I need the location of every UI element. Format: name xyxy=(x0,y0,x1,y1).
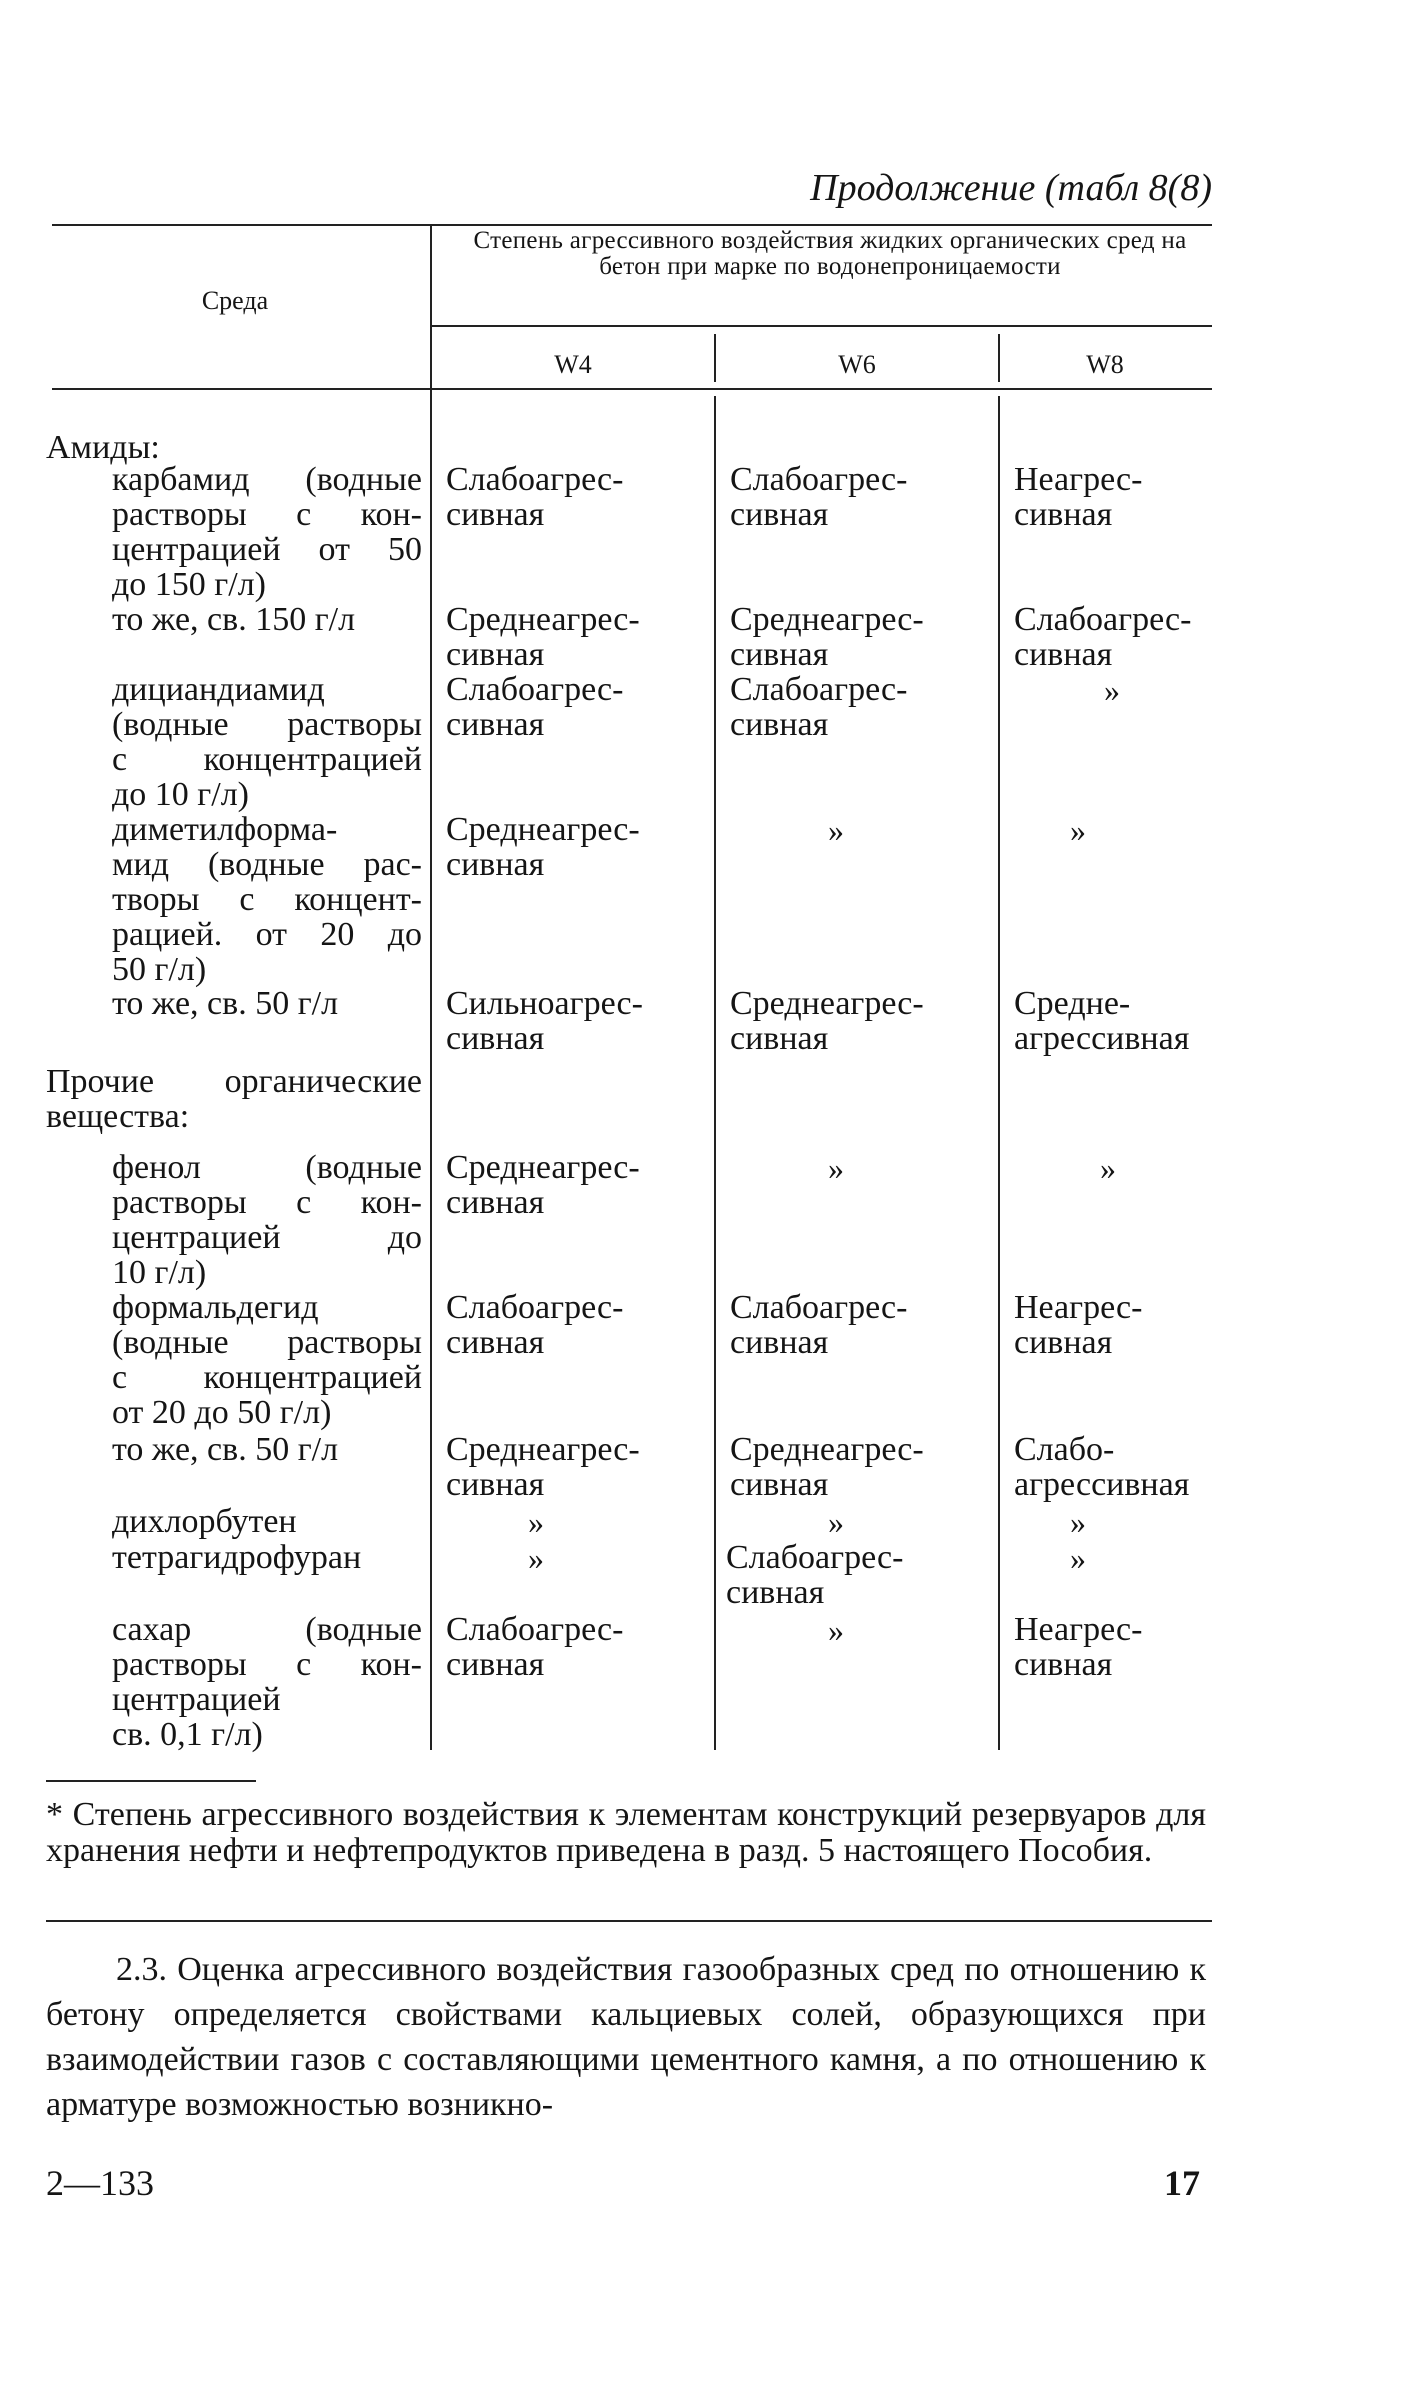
header-medium: Среда xyxy=(201,286,269,315)
row-medium-name: то же, св. 50 г/л xyxy=(112,1431,339,1468)
column-divider-1 xyxy=(430,224,432,1750)
page-number: 17 xyxy=(1164,2163,1200,2203)
section-rule xyxy=(46,1920,1212,1922)
cell-w6: Среднеагрес- сивная xyxy=(730,1431,924,1503)
row-medium-name: фенол (водные растворы с кон- центрацией до 10 г/л) xyxy=(112,1149,422,1291)
row-medium-name: тетрагидрофуран xyxy=(112,1539,362,1576)
cell-w4: Сильноагрес- сивная xyxy=(446,985,643,1057)
cell-w4: Слабоагрес- сивная xyxy=(446,671,624,743)
signature-mark: 2—133 xyxy=(46,2163,154,2203)
cell-w8-ditto: » xyxy=(1070,812,1086,848)
cell-w4: Слабоагрес- сивная xyxy=(446,1611,624,1683)
column-divider-3 xyxy=(998,396,1000,1750)
header-subrule xyxy=(430,325,1212,327)
table-continuation-caption: Продолжение (табл 8(8) xyxy=(810,167,1212,209)
column-divider-2 xyxy=(714,396,716,1750)
cell-w8-ditto: » xyxy=(1104,672,1120,708)
cell-w6: Среднеагрес- сивная xyxy=(730,985,924,1057)
cell-w4: Среднеагрес- сивная xyxy=(446,811,640,883)
header-w8: W8 xyxy=(1086,350,1124,379)
cell-w4: Среднеагрес- сивная xyxy=(446,1149,640,1221)
table-top-rule xyxy=(52,224,1212,226)
cell-w8: Средне- агрессивная xyxy=(1014,985,1190,1057)
cell-w4-ditto: » xyxy=(528,1540,544,1576)
cell-w4: Слабоагрес- сивная xyxy=(446,1289,624,1361)
row-medium-name: сахар (водные растворы с кон- центрацией св. 0,1 г/л) xyxy=(112,1611,422,1753)
cell-w4: Среднеагрес- сивная xyxy=(446,601,640,673)
cell-w6: Среднеагрес- сивная xyxy=(730,601,924,673)
cell-w4: Слабоагрес- сивная xyxy=(446,461,624,533)
row-medium-name: карбамид (водные растворы с кон- центрацией от 50 до 150 г/л) xyxy=(112,461,422,603)
cell-w8: Неагрес- сивная xyxy=(1014,1611,1143,1683)
cell-w4: Среднеагрес- сивная xyxy=(446,1431,640,1503)
cell-w6-ditto: » xyxy=(828,1150,844,1186)
cell-w8-ditto: » xyxy=(1070,1504,1086,1540)
header-w6: W6 xyxy=(838,350,876,379)
cell-w6-ditto: » xyxy=(828,1504,844,1540)
cell-w6: Слабоагрес- сивная xyxy=(730,671,908,743)
group-label-others: Прочие органические вещества: xyxy=(46,1063,422,1135)
cell-w6: Слабоагрес- сивная xyxy=(730,1289,908,1361)
cell-w6: Слабоагрес- сивная xyxy=(726,1539,904,1611)
cell-w8: Слабоагрес- сивная xyxy=(1014,601,1192,673)
header-degree: Степень агрессивного воздействия жидких органических сред на бетон при марке по водонепроницаемости xyxy=(473,227,1187,280)
cell-w8-ditto: » xyxy=(1070,1540,1086,1576)
row-medium-name: то же, св. 50 г/л xyxy=(112,985,339,1022)
body-paragraph: 2.3. Оценка агрессивного воздействия газообразных сред по отношению к бетону определяется свойствами кальциевых солей, образующихся при взаимодействии газов с составляющими цементного камня, а по отношению к арматуре возможностью возникно- xyxy=(46,1951,1206,2123)
cell-w8: Неагрес- сивная xyxy=(1014,1289,1143,1361)
row-medium-name: то же, св. 150 г/л xyxy=(112,601,356,638)
row-medium-name: формальдегид (водные растворы с концентрацией от 20 до 50 г/л) xyxy=(112,1289,422,1431)
group-label-amides: Амиды: xyxy=(46,429,160,466)
header-bottom-rule xyxy=(52,388,1212,390)
table-end-rule xyxy=(46,1780,256,1782)
row-medium-name: дихлорбутен xyxy=(112,1503,297,1540)
cell-w8-ditto: » xyxy=(1100,1150,1116,1186)
cell-w4-ditto: » xyxy=(528,1504,544,1540)
row-medium-name: диметилформа- мид (водные рас- творы с концент- рацией. от 20 до 50 г/л) xyxy=(112,811,422,988)
cell-w8: Неагрес- сивная xyxy=(1014,461,1143,533)
cell-w6: Слабоагрес- сивная xyxy=(730,461,908,533)
header-w4: W4 xyxy=(554,350,592,379)
table-footnote: * Степень агрессивного воздействия к элементам конструкций резервуаров для хранения нефти и нефтепродуктов приведена в разд. 5 настоящего Пособия. xyxy=(46,1796,1206,1869)
cell-w6-ditto: » xyxy=(828,812,844,848)
cell-w6-ditto: » xyxy=(828,1612,844,1648)
cell-w8: Слабо- агрессивная xyxy=(1014,1431,1190,1503)
row-medium-name: дициандиамид (водные растворы с концентрацией до 10 г/л) xyxy=(112,671,422,813)
